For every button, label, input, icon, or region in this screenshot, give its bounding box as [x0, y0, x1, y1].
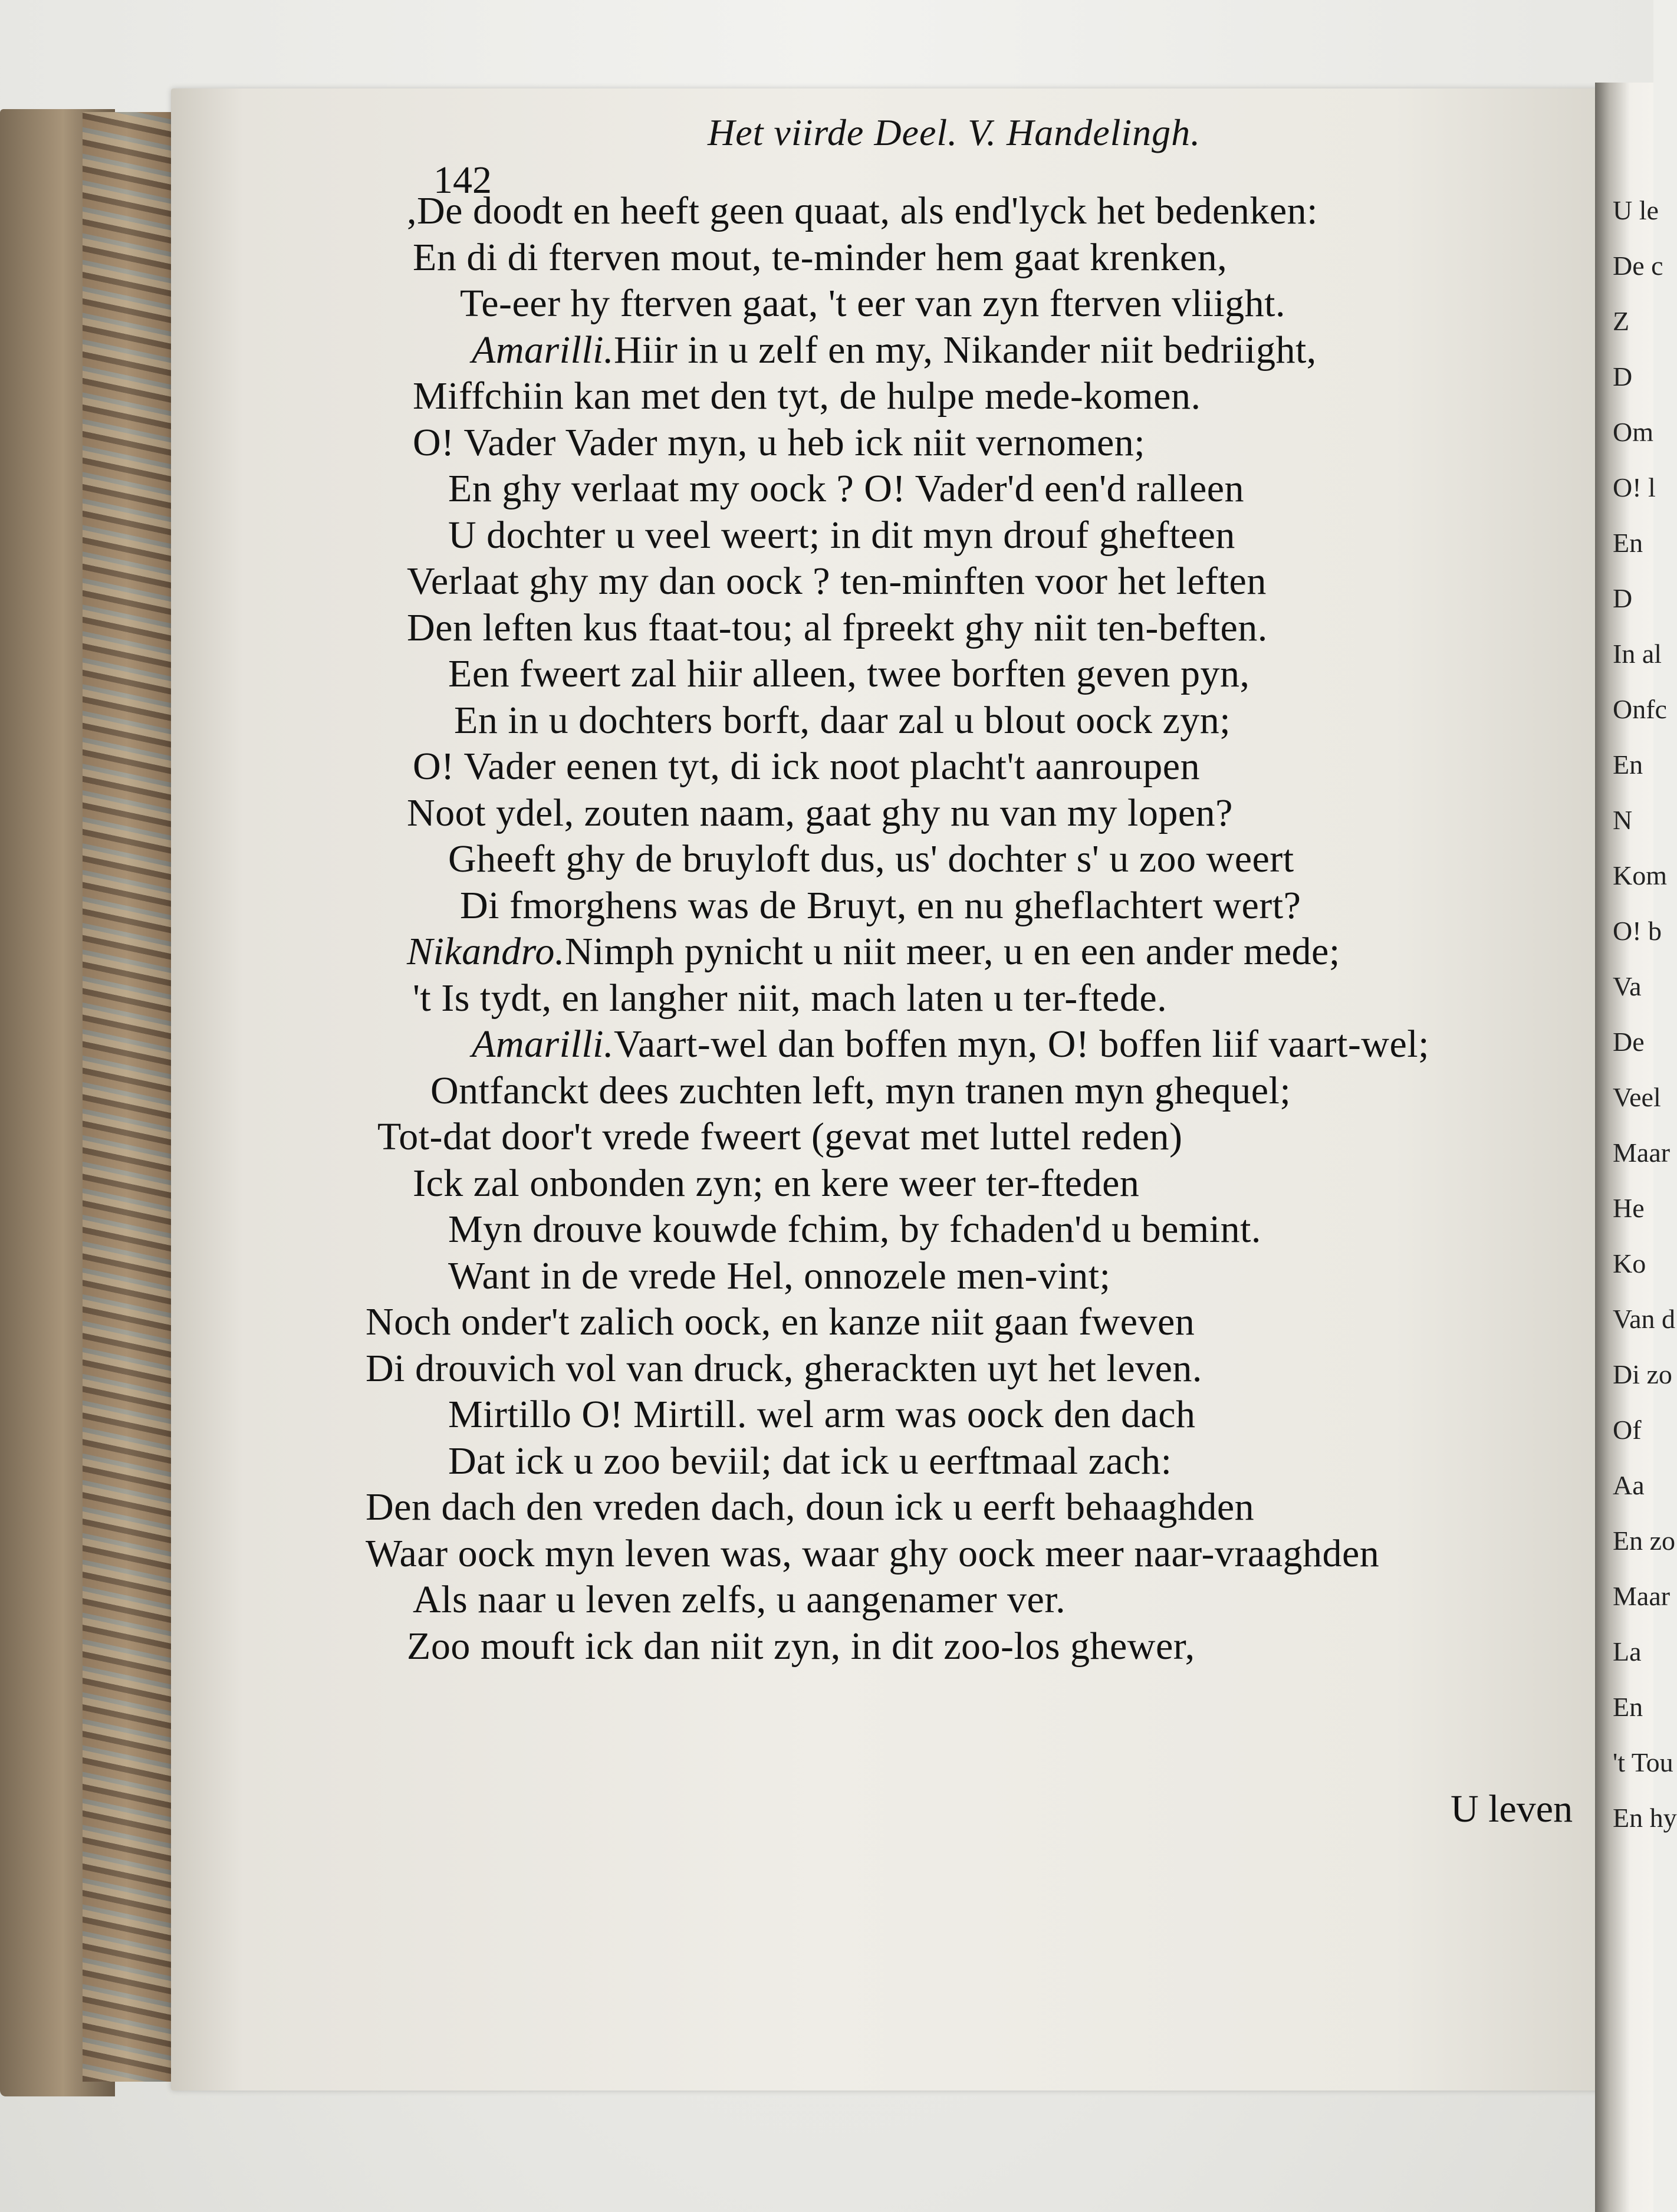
- verse-line: [460, 883, 1301, 928]
- verse-line: [366, 1485, 1254, 1530]
- facing-page-line: Of: [1613, 1415, 1642, 1445]
- line-text: O! Vader eenen tyt, di ick noot placht't aanroupen: [413, 745, 1201, 788]
- verse-line: [448, 837, 1294, 882]
- verse-line: [407, 1624, 1195, 1669]
- verse-line: [407, 559, 1267, 604]
- running-title: Het viirde Deel. V. Handelingh.: [708, 111, 1201, 153]
- verse-line: [413, 976, 1167, 1021]
- verse-line: [413, 1577, 1066, 1622]
- verse-line: [448, 652, 1250, 696]
- facing-page-line: Kom: [1613, 860, 1667, 890]
- verse-line: [407, 606, 1268, 650]
- line-text: Want in de vrede Hel, onnozele men-vint;: [448, 1254, 1111, 1297]
- verse-line: [413, 374, 1201, 419]
- facing-page-line: En hy: [1613, 1803, 1677, 1833]
- line-text: U dochter u veel weert; in dit myn drouf ghefteen: [448, 514, 1235, 557]
- facing-page-line: He: [1613, 1193, 1645, 1223]
- verse-line: [472, 328, 1317, 373]
- verse-line: [448, 1254, 1110, 1299]
- speaker-name: Amarilli.: [472, 1023, 614, 1066]
- line-text: Den dach den vreden dach, doun ick u eerft behaaghden: [366, 1485, 1255, 1529]
- verse-line: [413, 1161, 1139, 1206]
- facing-page-line: En zo: [1613, 1526, 1676, 1556]
- facing-page-line: Ko: [1613, 1248, 1646, 1278]
- line-text: Tot-dat door't vrede fweert (gevat met luttel reden): [377, 1115, 1183, 1158]
- verse-line: [407, 189, 1318, 234]
- facing-page-line: Van d: [1613, 1304, 1676, 1334]
- line-text: Mirtillo O! Mirtill. wel arm was oock den dach: [448, 1393, 1196, 1436]
- line-text: ,De doodt en heeft geen quaat, als end'lyck het bedenken:: [407, 189, 1318, 232]
- marbled-page-edges: [83, 112, 171, 2082]
- verse-line: [366, 1346, 1202, 1391]
- line-text: Ontfanckt dees zuchten left, myn tranen myn ghequel;: [430, 1069, 1291, 1112]
- catchword: U leven: [1451, 1787, 1573, 1830]
- facing-page-line: Maar: [1613, 1581, 1671, 1611]
- facing-page-line: De: [1613, 1027, 1645, 1057]
- facing-page-line: D: [1613, 583, 1633, 613]
- facing-page-line: En: [1613, 1692, 1643, 1722]
- verse-line: [460, 281, 1285, 326]
- facing-page-line: Maar: [1613, 1138, 1671, 1168]
- speaker-name: Nikandro.: [407, 930, 565, 973]
- verse-line: [430, 1069, 1291, 1113]
- line-text: 't Is tydt, en langher niit, mach laten u ter-ftede.: [413, 977, 1168, 1020]
- verse-line: [472, 1022, 1429, 1067]
- verse-line: [407, 929, 1340, 974]
- facing-page-line: Va: [1613, 971, 1642, 1001]
- line-text: O! Vader Vader myn, u heb ick niit vernomen;: [413, 421, 1146, 464]
- facing-page-line: Di zo: [1613, 1359, 1672, 1389]
- facing-page-line: Z: [1613, 306, 1630, 336]
- verse-line: [407, 791, 1233, 836]
- facing-page-line: En: [1613, 528, 1643, 558]
- facing-page-line: O! b: [1613, 916, 1662, 946]
- line-text: Den leften kus ftaat-tou; al fpreekt ghy niit ten-beften.: [407, 606, 1268, 649]
- line-text: Myn drouve kouwde fchim, by fchaden'd u bemint.: [448, 1208, 1261, 1251]
- facing-page-line: La: [1613, 1636, 1642, 1667]
- line-text: Ick zal onbonden zyn; en kere weer ter-fteden: [413, 1162, 1140, 1205]
- line-text: En in u dochters borft, daar zal u blout oock zyn;: [454, 699, 1231, 742]
- line-text: En ghy verlaat my oock ? O! Vader'd een'd ralleen: [448, 467, 1245, 510]
- line-text: Hiir in u zelf en my, Nikander niit bedriight,: [614, 328, 1317, 372]
- verse-line: [454, 698, 1231, 743]
- verse-line: [366, 1300, 1195, 1345]
- verse-line: [448, 513, 1235, 558]
- line-text: Dat ick u zoo beviil; dat ick u eerftmaal zach:: [448, 1439, 1172, 1483]
- facing-page-line: U le: [1613, 195, 1659, 225]
- verse-line: [448, 1207, 1261, 1252]
- verse-line: [366, 1531, 1379, 1576]
- line-text: Noch onder't zalich oock, en kanze niit gaan fweven: [366, 1300, 1195, 1343]
- facing-page-line: 't Tou: [1613, 1747, 1673, 1777]
- verse-line: [413, 744, 1200, 789]
- facing-page-line: In al: [1613, 639, 1662, 669]
- page-number: 142: [433, 159, 492, 202]
- line-text: Verlaat ghy my dan oock ? ten-minften voor het leften: [407, 560, 1267, 603]
- line-text: Vaart-wel dan boffen myn, O! boffen liif vaart-wel;: [614, 1023, 1429, 1066]
- speaker-name: Amarilli.: [472, 328, 614, 372]
- verse-line: [413, 235, 1227, 280]
- facing-page-line: De c: [1613, 251, 1663, 281]
- facing-page-fragment: [1613, 195, 1677, 1905]
- verse-line: [448, 1392, 1196, 1437]
- facing-page-line: O! l: [1613, 472, 1656, 502]
- facing-page-line: Aa: [1613, 1470, 1645, 1500]
- line-text: Zoo mouft ick dan niit zyn, in dit zoo-los ghewer,: [407, 1625, 1195, 1668]
- facing-page-line: En: [1613, 750, 1643, 780]
- facing-page-line: Onfc: [1613, 694, 1667, 724]
- verse-line: [448, 466, 1244, 511]
- line-text: Als naar u leven zelfs, u aangenamer ver.: [413, 1578, 1066, 1621]
- line-text: Di drouvich vol van druck, gherackten uyt het leven.: [366, 1347, 1202, 1390]
- verse-line: [448, 1439, 1172, 1484]
- facing-page-line: Veel: [1613, 1082, 1661, 1112]
- line-text: Gheeft ghy de bruyloft dus, us' dochter s' u zoo weert: [448, 837, 1294, 880]
- line-text: Nimph pynicht u niit meer, u en een ander mede;: [564, 930, 1340, 973]
- facing-page-line: Om: [1613, 417, 1653, 447]
- line-text: Waar oock myn leven was, waar ghy oock meer naar-vraaghden: [366, 1532, 1380, 1575]
- line-text: En di di fterven mout, te-minder hem gaat krenken,: [413, 236, 1228, 279]
- line-text: Te-eer hy fterven gaat, 't eer van zyn fterven vliight.: [460, 282, 1285, 325]
- line-text: Di fmorghens was de Bruyt, en nu gheflachtert wert?: [460, 884, 1301, 927]
- verse-line: [413, 420, 1145, 465]
- facing-page-line: N: [1613, 805, 1633, 835]
- verse-line: [377, 1115, 1183, 1159]
- line-text: Noot ydel, zouten naam, gaat ghy nu van my lopen?: [407, 791, 1233, 834]
- facing-page-line: D: [1613, 361, 1633, 392]
- line-text: Miffchiin kan met den tyt, de hulpe mede-komen.: [413, 374, 1201, 418]
- line-text: Een fweert zal hiir alleen, twee borften geven pyn,: [448, 652, 1250, 695]
